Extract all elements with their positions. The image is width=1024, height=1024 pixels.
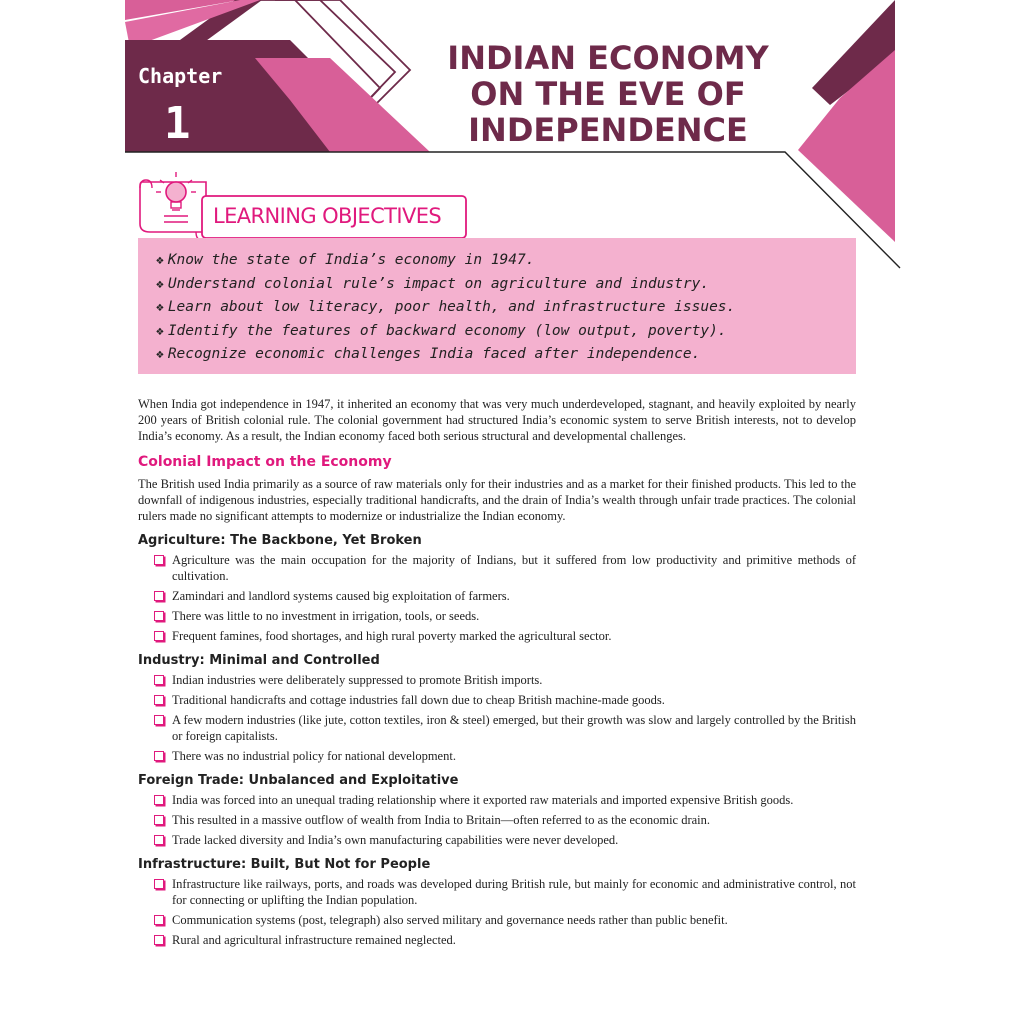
chapter-number: 1: [164, 98, 191, 149]
list-item: [156, 276, 735, 300]
objective-text: Identify the features of backward economy (low output, poverty).: [167, 322, 727, 339]
list-item: There was no industrial policy for national development.: [138, 748, 856, 764]
list-item: There was little to no investment in irrigation, tools, or seeds.: [138, 608, 856, 624]
title-line-1: INDIAN ECONOMY: [447, 39, 769, 77]
list-item: Traditional handicrafts and cottage industries fall down due to cheap British machine-made goods.: [138, 692, 856, 708]
list-item: Indian industries were deliberately suppressed to promote British imports.: [138, 672, 856, 688]
list-item: [156, 323, 735, 347]
list-item: Infrastructure like railways, ports, and roads was developed during British rule, but mainly for economic and administrative control, not for connecting or uplifting the Indian population.: [138, 876, 856, 908]
diamond-bullet-icon: ❖: [156, 323, 164, 339]
subsection-heading-foreign-trade: Foreign Trade: Unbalanced and Exploitative: [138, 773, 459, 788]
subsection-heading-industry: Industry: Minimal and Controlled: [138, 653, 380, 668]
list-item: This resulted in a massive outflow of wealth from India to Britain—often referred to as the economic drain.: [138, 812, 856, 828]
intro-paragraph: When India got independence in 1947, it inherited an economy that was very much underdeveloped, stagnant, and heavily exploited by nearly 200 years of British colonial rule. The colonial government had structured India’s economic system to serve British interests, not to develop India’s economy. As a result, the Indian economy faced both serious structural and developmental challenges.: [138, 397, 856, 443]
foreign-trade-list: [138, 792, 856, 848]
infrastructure-list: [138, 876, 856, 948]
section-heading: Colonial Impact on the Economy: [138, 454, 392, 470]
list-item: Communication systems (post, telegraph) also served military and governance needs rather than public benefit.: [138, 912, 856, 928]
diamond-bullet-icon: ❖: [156, 347, 164, 363]
list-item: Agriculture was the main occupation for the majority of Indians, but it suffered from low productivity and primitive methods of cultivation.: [138, 552, 856, 584]
page-title: [440, 40, 776, 148]
objective-text: Learn about low literacy, poor health, and infrastructure issues.: [167, 299, 736, 316]
objective-text: Understand colonial rule’s impact on agriculture and industry.: [167, 275, 710, 292]
list-item: Rural and agricultural infrastructure remained neglected.: [138, 932, 856, 948]
agriculture-list: [138, 552, 856, 644]
title-line-2: ON THE EVE OF: [470, 75, 746, 113]
list-item: A few modern industries (like jute, cotton textiles, iron & steel) emerged, but their growth was slow and largely controlled by the British or foreign capitalists.: [138, 712, 856, 744]
list-item: Frequent famines, food shortages, and high rural poverty marked the agricultural sector.: [138, 628, 856, 644]
diamond-bullet-icon: ❖: [156, 276, 164, 292]
section-paragraph: The British used India primarily as a source of raw materials only for their industries and as a market for their finished products. This led to the downfall of indigenous industries, especially traditional handicrafts, and the drain of India’s wealth through unfair trade practices. The colonial rulers made no significant attempts to modernize or industrialize the Indian economy.: [138, 477, 856, 523]
list-item: Trade lacked diversity and India’s own manufacturing capabilities were never developed.: [138, 832, 856, 848]
subsection-heading-agriculture: Agriculture: The Backbone, Yet Broken: [138, 533, 422, 548]
list-item: [156, 346, 735, 370]
objective-text: Recognize economic challenges India faced after independence.: [167, 346, 701, 363]
diamond-bullet-icon: ❖: [156, 253, 164, 268]
title-line-3: INDEPENDENCE: [468, 111, 748, 149]
chapter-label: Chapter: [138, 64, 223, 88]
list-item: [156, 252, 735, 276]
list-item: India was forced into an unequal trading relationship where it exported raw materials and imported expensive British goods.: [138, 792, 856, 808]
list-item: Zamindari and landlord systems caused big exploitation of farmers.: [138, 588, 856, 604]
subsection-heading-infrastructure: Infrastructure: Built, But Not for People: [138, 857, 431, 872]
list-item: [156, 299, 735, 323]
industry-list: [138, 672, 856, 764]
objective-text: Know the state of India’s economy in 1947.: [167, 252, 535, 268]
main-content: [138, 396, 856, 952]
learning-objectives-list: [156, 252, 735, 370]
diamond-bullet-icon: ❖: [156, 300, 164, 316]
learning-objectives-heading: LEARNING OBJECTIVES: [213, 204, 442, 228]
